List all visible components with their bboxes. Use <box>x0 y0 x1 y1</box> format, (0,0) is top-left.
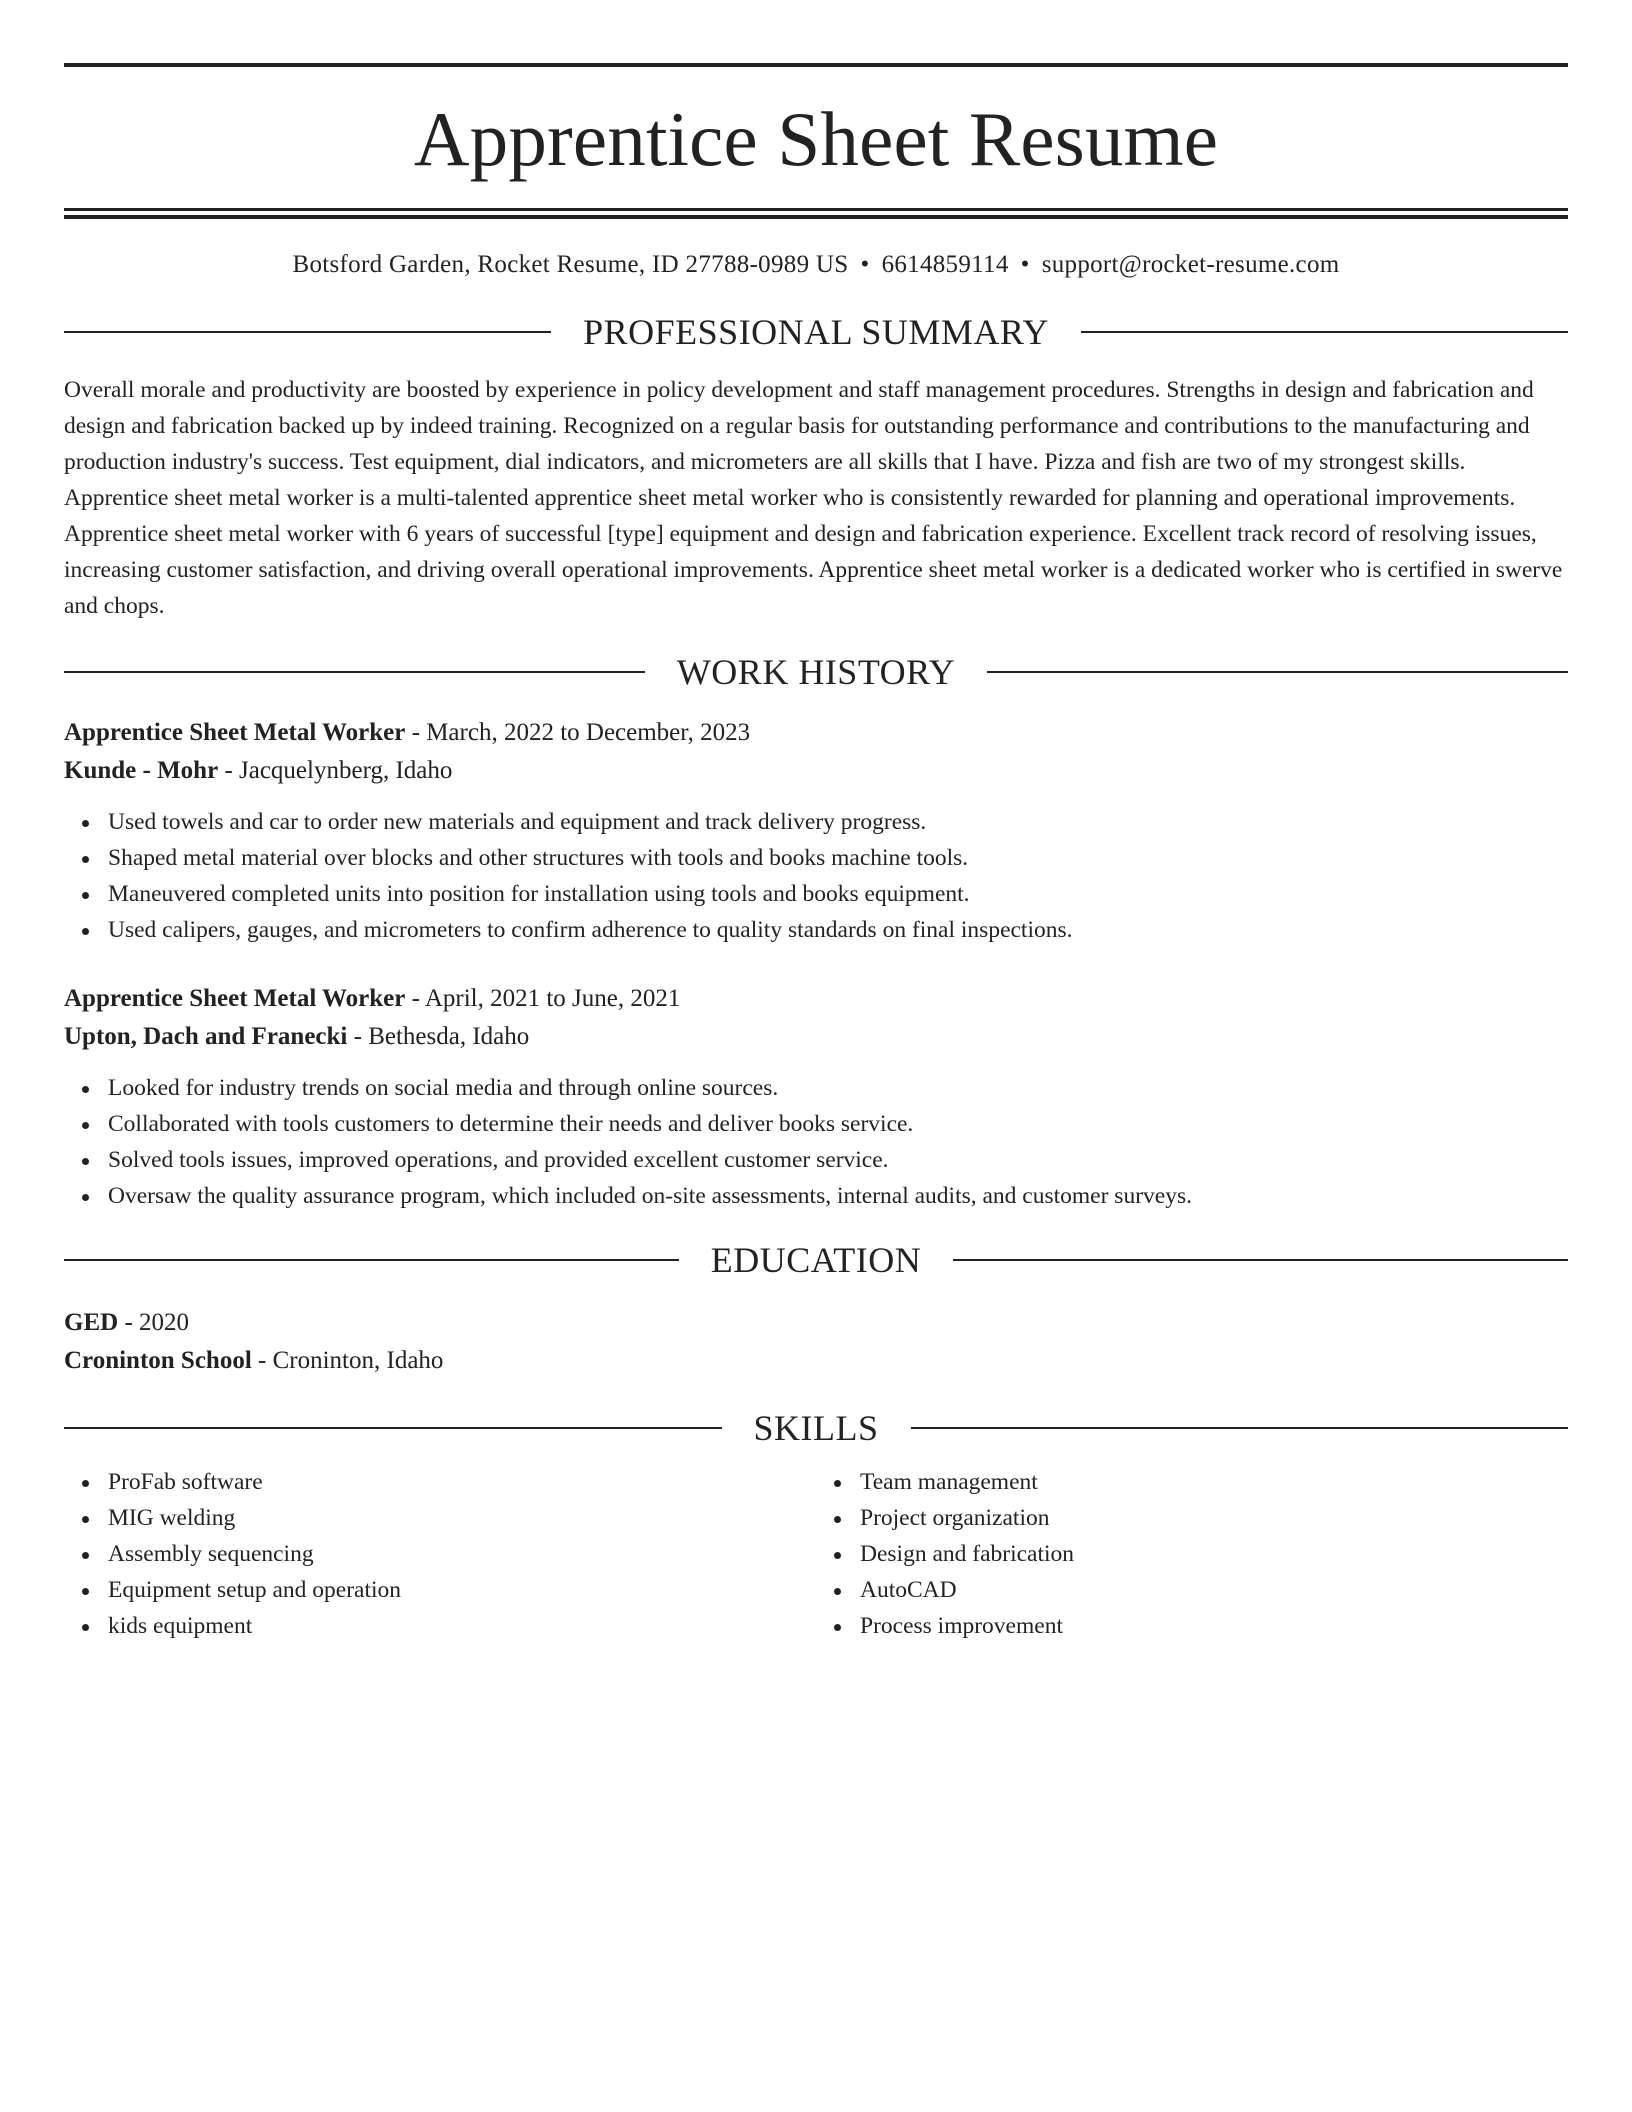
heading-rule-right <box>1081 331 1568 333</box>
resume-title: Apprentice Sheet Resume <box>413 96 1219 182</box>
list-item: Looked for industry trends on social media and through online sources. <box>108 1070 1568 1106</box>
skills-list-left <box>64 1464 816 1644</box>
skills-list-right <box>816 1464 1568 1644</box>
skill-item: Equipment setup and operation <box>108 1572 816 1608</box>
section-title: EDUCATION <box>710 1240 922 1280</box>
job-company: Kunde - Mohr <box>64 757 219 784</box>
contact-address: Botsford Garden, Rocket Resume, ID 27788-0989 US <box>292 251 849 278</box>
header-top-rule <box>64 63 1568 67</box>
heading-rule-left <box>64 671 645 673</box>
degree-line <box>64 1304 1568 1342</box>
job-dates: - March, 2022 to December, 2023 <box>405 719 751 746</box>
contact-separator: • <box>1020 251 1030 278</box>
heading-rule-right <box>987 671 1568 673</box>
list-item: Used calipers, gauges, and micrometers to confirm adherence to quality standards on final inspections. <box>108 912 1568 948</box>
skill-item: AutoCAD <box>860 1572 1568 1608</box>
contact-phone: 6614859114 <box>881 251 1009 278</box>
skill-item: Assembly sequencing <box>108 1536 816 1572</box>
list-item: Used towels and car to order new materials and equipment and track delivery progress. <box>108 804 1568 840</box>
section-title: PROFESSIONAL SUMMARY <box>583 312 1049 352</box>
heading-rule-left <box>64 331 551 333</box>
job-location: - Bethesda, Idaho <box>347 1023 530 1050</box>
skill-item: Design and fabrication <box>860 1536 1568 1572</box>
list-item: Maneuvered completed units into position for installation using tools and books equipment. <box>108 876 1568 912</box>
job-location: - Jacquelynberg, Idaho <box>218 757 453 784</box>
list-item: Solved tools issues, improved operations, and provided excellent customer service. <box>108 1142 1568 1178</box>
school-name: Croninton School <box>64 1347 252 1374</box>
skill-item: ProFab software <box>108 1464 816 1500</box>
list-item: Collaborated with tools customers to determine their needs and deliver books service. <box>108 1106 1568 1142</box>
list-item: Oversaw the quality assurance program, which included on-site assessments, internal audits, and customer surveys. <box>108 1178 1568 1214</box>
skill-item: MIG welding <box>108 1500 816 1536</box>
contact-separator: • <box>860 251 870 278</box>
skill-item: kids equipment <box>108 1608 816 1644</box>
contact-email: support@rocket-resume.com <box>1041 251 1340 278</box>
section-title: SKILLS <box>753 1408 879 1448</box>
skills-columns <box>64 1464 1568 1644</box>
job-entry <box>64 714 1568 948</box>
job-company: Upton, Dach and Franecki <box>64 1023 348 1050</box>
list-item: Shaped metal material over blocks and other structures with tools and books machine tools. <box>108 840 1568 876</box>
skill-item: Project organization <box>860 1500 1568 1536</box>
job-entry <box>64 980 1568 1214</box>
degree-year: - 2020 <box>118 1309 190 1336</box>
job-duties-list <box>64 1070 1568 1214</box>
heading-rule-right <box>953 1259 1568 1261</box>
section-heading-skills <box>64 1410 1568 1446</box>
job-title-line <box>64 980 1568 1018</box>
section-heading-education <box>64 1242 1568 1278</box>
heading-rule-right <box>911 1427 1569 1429</box>
summary-paragraph: Overall morale and productivity are boosted by experience in policy development and staff management procedures. Strengths in design and fabrication and design and fabrication backed up by indeed training. Recognized on a regular basis for outstanding performance and contributions to the manufacturing and production industry's success. Test equipment, dial indicators, and micrometers are all skills that I have. Pizza and fish are two of my strongest skills. Apprentice sheet metal worker is a multi-talented apprentice sheet metal worker who is consistently rewarded for planning and operational improvements. Apprentice sheet metal worker with 6 years of successful [type] equipment and design and fabrication experience. Excellent track record of resolving issues, increasing customer satisfaction, and driving overall operational improvements. Apprentice sheet metal worker is a dedicated worker who is certified in swerve and chops. <box>64 377 1563 619</box>
job-company-line <box>64 752 1568 790</box>
section-heading-summary <box>64 314 1568 350</box>
job-dates: - April, 2021 to June, 2021 <box>405 985 681 1012</box>
section-heading-work-history <box>64 654 1568 690</box>
job-duties-list <box>64 804 1568 948</box>
skill-item: Team management <box>860 1464 1568 1500</box>
section-title: WORK HISTORY <box>676 652 956 692</box>
job-title: Apprentice Sheet Metal Worker <box>64 719 406 746</box>
job-company-line <box>64 1018 1568 1056</box>
heading-rule-left <box>64 1259 679 1261</box>
job-title: Apprentice Sheet Metal Worker <box>64 985 406 1012</box>
job-title-line <box>64 714 1568 752</box>
school-location: - Croninton, Idaho <box>251 1347 444 1374</box>
contact-line <box>64 250 1568 280</box>
skill-item: Process improvement <box>860 1608 1568 1644</box>
school-line <box>64 1342 1568 1380</box>
education-entry <box>64 1304 1568 1380</box>
header-double-rule <box>64 208 1568 219</box>
heading-rule-left <box>64 1427 722 1429</box>
degree-name: GED <box>64 1309 119 1336</box>
